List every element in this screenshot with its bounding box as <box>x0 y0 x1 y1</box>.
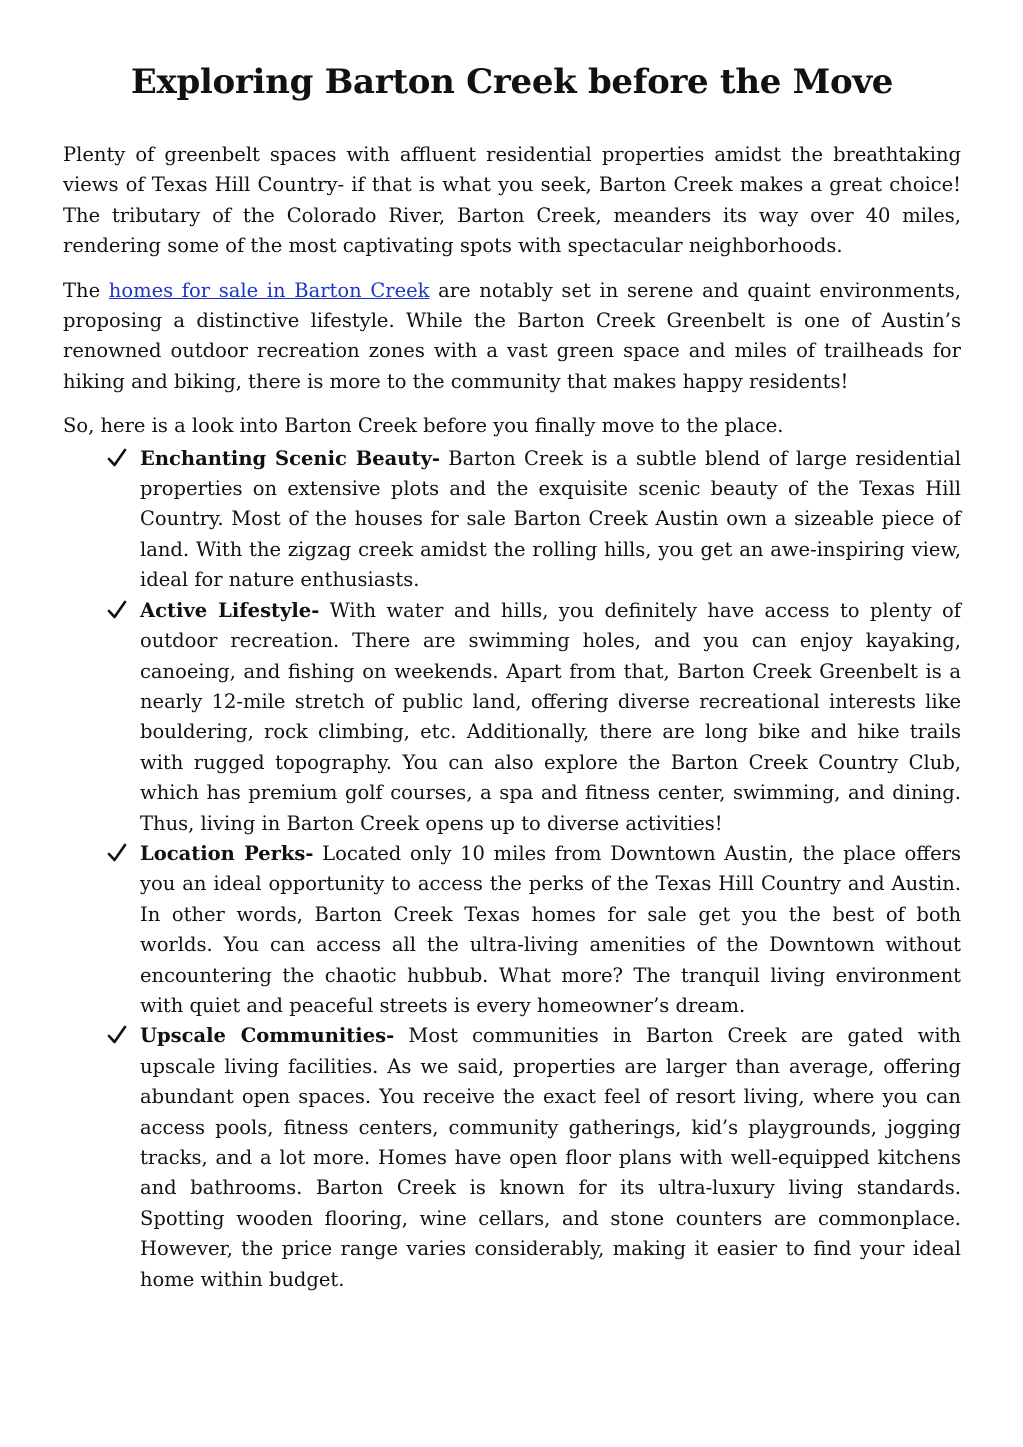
document-page <box>63 58 961 1295</box>
list-item-heading: Enchanting Scenic Beauty- <box>140 446 440 470</box>
homes-for-sale-link[interactable]: homes for sale in Barton Creek <box>108 278 430 302</box>
list-item-text: Barton Creek is a subtle blend of large residential properties on extensive plots and the exquisite scenic beauty of the Texas Hill Country. Most of the houses for sale Barton Creek Austin own a sizeable piece of land. With the zigzag creek amidst the rolling hills, you get an awe-inspiring view, ideal for nature enthusiasts. <box>140 446 961 592</box>
feature-checklist <box>63 444 961 1295</box>
list-item-text: Most communities in Barton Creek are gated with upscale living facilities. As we said, properties are larger than average, offering abundant open spaces. You receive the exact feel of resort living, where you can access pools, fitness centers, community gatherings, kid’s playgrounds, jogging tracks, and a lot more. Homes have open floor plans with well-equipped kitchens and bathrooms. Barton Creek is known for its ultra-luxury living standards. Spotting wooden flooring, wine cellars, and stone counters are commonplace. However, the price range varies considerably, making it easier to find your ideal home within budget. <box>140 1024 961 1291</box>
intro-paragraph: Plenty of greenbelt spaces with affluent residential properties amidst the breathtaking views of Texas Hill Country- if that is what you seek, Barton Creek makes a great choice! The tributary of the Colorado River, Barton Creek, meanders its way over 40 miles, rendering some of the most captivating spots with spectacular neighborhoods. <box>63 143 961 258</box>
check-icon <box>107 599 127 621</box>
homes-paragraph-end: are notably set in serene and quaint environments, proposing a distinctive lifestyle. While the Barton Creek Greenbelt is one of Austin’s renowned outdoor recreation zones with a vast green space and miles of trailheads for hiking and biking, there is more to the community that makes happy residents! <box>63 278 962 393</box>
page-title: Exploring Barton Creek before the Move <box>130 62 894 102</box>
look-into-paragraph: So, here is a look into Barton Creek before you finally move to the place. <box>63 414 784 438</box>
list-item <box>63 596 961 839</box>
list-item-heading: Active Lifestyle- <box>140 598 320 622</box>
list-item <box>63 839 961 1021</box>
homes-paragraph <box>63 276 961 398</box>
list-item <box>63 1021 961 1295</box>
check-icon <box>107 447 127 469</box>
homes-paragraph-start: The <box>63 278 109 302</box>
check-icon <box>107 842 127 864</box>
list-item-text: Located only 10 miles from Downtown Austin, the place offers you an ideal opportunity to access the perks of the Texas Hill Country and Austin. In other words, Barton Creek Texas homes for sale get you the best of both worlds. You can access all the ultra-living amenities of the Downtown without encountering the chaotic hubbub. What more? The tranquil living environment with quiet and peaceful streets is every homeowner’s dream. <box>140 841 962 1017</box>
check-icon <box>107 1024 127 1046</box>
list-item-text: With water and hills, you definitely have access to plenty of outdoor recreation. There are swimming holes, and you can enjoy kayaking, canoeing, and fishing on weekends. Apart from that, Barton Creek Greenbelt is a nearly 12-mile stretch of public land, offering diverse recreational interests like bouldering, rock climbing, etc. Additionally, there are long bike and hike trails with rugged topography. You can also explore the Barton Creek Country Club, which has premium golf courses, a spa and fitness center, swimming, and dining. Thus, living in Barton Creek opens up to diverse activities! <box>140 598 961 835</box>
list-item-heading: Upscale Communities- <box>140 1024 395 1048</box>
list-item <box>63 444 961 596</box>
list-item-heading: Location Perks- <box>140 841 314 865</box>
